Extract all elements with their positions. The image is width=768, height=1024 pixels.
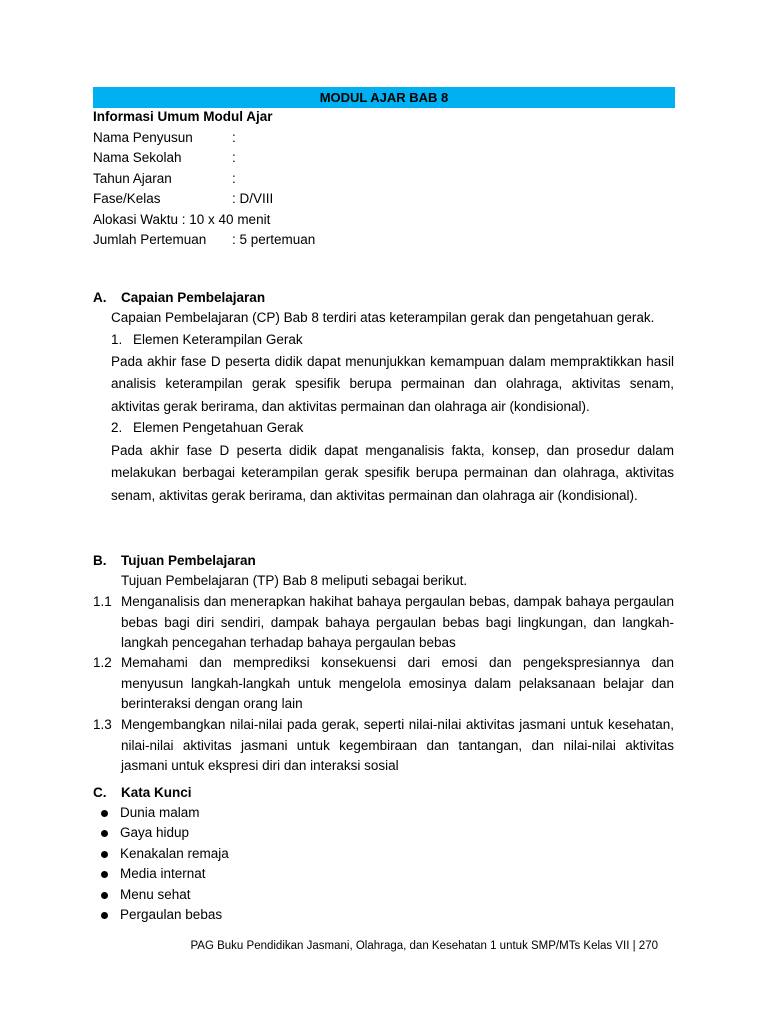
objective-1-3-text: Mengembangkan nilai-nilai pada gerak, seperti nilai-nilai aktivitas jasmani untuk kesehatan, nilai-nilai aktivitas jasmani untuk kegembiraan dan tantangan, dan nilai-nilai aktivitas jasmani untuk ekspresi diri dan interaksi sosial xyxy=(121,717,674,774)
element-2-body: Pada akhir fase D peserta didik dapat menganalisis fakta, konsep, dan prosedur dalam melakukan berbagai keterampilan gerak spesifik berupa permainan dan olahraga, aktivitas senam, aktivitas gerak berirama, dan aktivitas permainan dan olahraga air (kondisional). xyxy=(111,443,674,503)
bullet-icon xyxy=(101,851,108,858)
keyword-gaya-hidup: Gaya hidup xyxy=(120,825,190,840)
element-1-number: 1. xyxy=(111,332,123,347)
field-value-fase-kelas: : D/VIII xyxy=(232,191,274,206)
bullet-icon xyxy=(101,912,108,919)
keyword-kenakalan-remaja: Kenakalan remaja xyxy=(120,846,229,861)
field-value-nama-penyusun: : xyxy=(232,130,236,145)
field-value-nama-sekolah: : xyxy=(232,150,236,165)
element-1-body: Pada akhir fase D peserta didik dapat menunjukkan kemampuan dalam mempraktikkan hasil analisis keterampilan gerak spesifik berupa permainan dan olahraga, aktivitas senam, aktivitas gerak berirama, dan aktivitas permainan dan olahraga air (kondisional). xyxy=(111,354,674,414)
section-a-letter: A. xyxy=(93,290,107,305)
keyword-media-internat: Media internat xyxy=(120,866,206,881)
info-heading: Informasi Umum Modul Ajar xyxy=(93,109,273,124)
field-label-tahun-ajaran: Tahun Ajaran xyxy=(93,171,172,186)
bullet-icon xyxy=(101,830,108,837)
field-label-jumlah-pertemuan: Jumlah Pertemuan xyxy=(93,232,207,247)
page-footer: PAG Buku Pendidikan Jasmani, Olahraga, dan Kesehatan 1 untuk SMP/MTs Kelas VII | 270 xyxy=(190,940,658,952)
element-2-title: Elemen Pengetahuan Gerak xyxy=(133,420,304,435)
module-title-bar xyxy=(93,87,675,108)
element-1-title: Elemen Keterampilan Gerak xyxy=(133,332,303,347)
section-a-heading: Capaian Pembelajaran xyxy=(121,290,266,305)
section-c-letter: C. xyxy=(93,785,107,800)
keyword-dunia-malam: Dunia malam xyxy=(120,805,200,820)
objective-1-2-text: Memahami dan memprediksi konsekuensi dari emosi dan pengekspresiannya dan menyusun langkah-langkah untuk mengelola emosinya dalam pelaksanaan belajar dan berinteraksi dengan orang lain xyxy=(121,655,674,712)
objective-1-2-number: 1.2 xyxy=(93,655,112,670)
section-b-heading: Tujuan Pembelajaran xyxy=(121,553,256,568)
field-label-nama-penyusun: Nama Penyusun xyxy=(93,130,193,145)
objective-1-1-text: Menganalisis dan menerapkan hakihat bahaya pergaulan bebas, dampak bahaya pergaulan bebas bagi diri sendiri, dampak bahaya pergaulan bebas bagi lingkungan, dan langkah-langkah pencegahan terhadap bahaya pergaulan bebas xyxy=(121,594,674,651)
section-c-heading: Kata Kunci xyxy=(121,785,192,800)
bullet-icon xyxy=(101,810,108,817)
element-2-number: 2. xyxy=(111,420,123,435)
field-value-tahun-ajaran: : xyxy=(232,171,236,186)
alokasi-waktu: Alokasi Waktu : 10 x 40 menit xyxy=(93,212,271,227)
objective-1-3-number: 1.3 xyxy=(93,717,112,732)
bullet-icon xyxy=(101,871,108,878)
keyword-menu-sehat: Menu sehat xyxy=(120,887,191,902)
section-b-intro: Tujuan Pembelajaran (TP) Bab 8 meliputi sebagai berikut. xyxy=(121,573,468,588)
keyword-pergaulan-bebas: Pergaulan bebas xyxy=(120,907,223,922)
section-a-intro: Capaian Pembelajaran (CP) Bab 8 terdiri atas keterampilan gerak dan pengetahuan gerak. xyxy=(111,310,655,325)
module-title: MODUL AJAR BAB 8 xyxy=(319,90,449,105)
field-value-jumlah-pertemuan: : 5 pertemuan xyxy=(232,232,316,247)
objective-1-1-number: 1.1 xyxy=(93,594,112,609)
section-b-letter: B. xyxy=(93,553,107,568)
bullet-icon xyxy=(101,892,108,899)
field-label-nama-sekolah: Nama Sekolah xyxy=(93,150,182,165)
field-label-fase-kelas: Fase/Kelas xyxy=(93,191,161,206)
